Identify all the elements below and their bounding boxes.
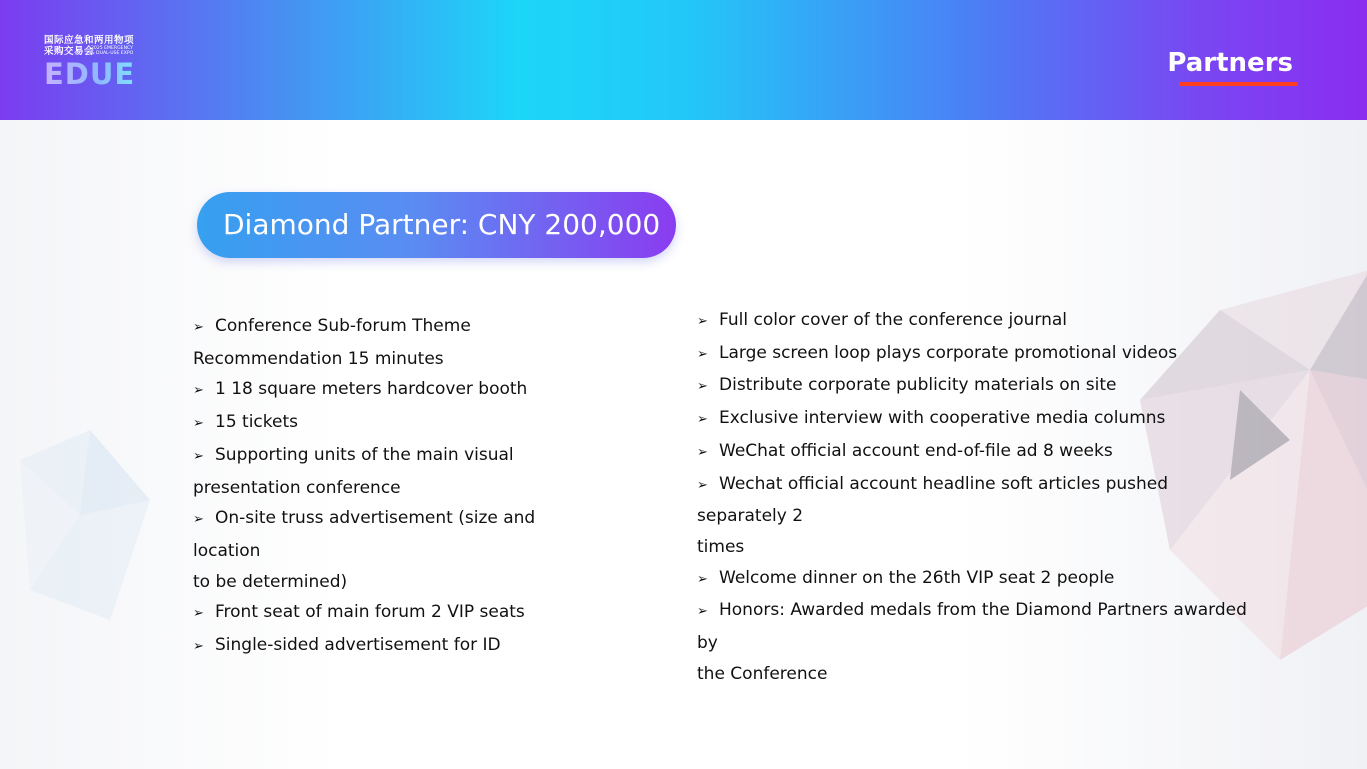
benefit-text: to be determined) <box>193 571 348 592</box>
benefit-item <box>697 532 1263 563</box>
benefit-text: 1 18 square meters hardcover booth <box>215 379 528 400</box>
benefit-text: Single-sided advertisement for ID <box>215 635 501 656</box>
benefit-item <box>193 311 603 344</box>
logo-chinese-text: 国际应急和两用物项 采购交易会 <box>44 35 135 57</box>
arrow-bullet-icon: ➢ <box>697 379 708 395</box>
crystal-decoration-left <box>0 420 170 640</box>
benefit-item <box>697 563 1263 596</box>
arrow-bullet-icon: ➢ <box>193 416 204 432</box>
benefit-item <box>193 503 603 566</box>
arrow-bullet-icon: ➢ <box>697 477 708 493</box>
benefit-text: WeChat official account end-of-file ad 8 weeks <box>719 440 1113 461</box>
title-underline <box>1179 82 1298 86</box>
benefits-list-right <box>697 305 1263 689</box>
benefit-item <box>193 407 603 440</box>
benefit-text: Welcome dinner on the 26th VIP seat 2 people <box>719 567 1115 588</box>
benefit-item <box>697 403 1263 436</box>
benefit-text: Exclusive interview with cooperative media columns <box>719 408 1166 429</box>
arrow-bullet-icon: ➢ <box>193 320 204 335</box>
benefit-item <box>697 338 1263 371</box>
benefits-list-left <box>193 311 603 663</box>
arrow-bullet-icon: ➢ <box>697 314 708 329</box>
benefit-item <box>193 597 603 630</box>
benefit-item <box>697 469 1263 532</box>
benefit-item <box>193 473 603 504</box>
benefit-item <box>193 344 603 375</box>
tier-label: Diamond Partner: CNY 200,000 <box>223 208 661 241</box>
arrow-bullet-icon: ➢ <box>193 606 204 622</box>
arrow-bullet-icon: ➢ <box>193 448 204 464</box>
benefit-text: presentation conference <box>193 477 401 498</box>
benefit-text: Large screen loop plays corporate promotional videos <box>719 342 1178 363</box>
benefit-text: Supporting units of the main visual <box>215 444 514 465</box>
benefit-text: On-site truss advertisement (size and location <box>193 508 536 561</box>
arrow-bullet-icon: ➢ <box>697 346 708 362</box>
benefit-item <box>697 370 1263 403</box>
arrow-bullet-icon: ➢ <box>193 639 204 655</box>
page-title: Partners <box>1167 48 1293 78</box>
benefit-text: Wechat official account headline soft articles pushed separately 2 <box>697 473 1169 527</box>
arrow-bullet-icon: ➢ <box>697 444 708 460</box>
arrow-bullet-icon: ➢ <box>193 512 204 528</box>
benefit-item <box>697 436 1263 469</box>
benefit-item <box>193 567 603 598</box>
benefit-text: the Conference <box>697 663 828 684</box>
benefit-text: Distribute corporate publicity materials on site <box>719 375 1117 396</box>
benefit-item <box>697 659 1263 690</box>
benefit-item <box>193 630 603 663</box>
expo-logo <box>44 35 150 90</box>
benefit-text: Front seat of main forum 2 VIP seats <box>215 602 525 623</box>
benefit-item <box>697 305 1263 338</box>
benefit-item <box>697 595 1263 658</box>
logo-english-text: 2025 EMERGENCY & DUAL-USE EXPO <box>91 46 134 57</box>
benefit-text: 15 tickets <box>215 412 298 433</box>
arrow-bullet-icon: ➢ <box>697 412 708 428</box>
arrow-bullet-icon: ➢ <box>697 604 708 620</box>
arrow-bullet-icon: ➢ <box>193 383 204 399</box>
benefit-text: Recommendation 15 minutes <box>193 348 444 369</box>
benefit-text: times <box>697 536 745 557</box>
benefit-text: Full color cover of the conference journal <box>719 310 1068 330</box>
benefit-text: Honors: Awarded medals from the Diamond Partners awarded by <box>697 600 1247 654</box>
header-banner <box>0 0 1367 120</box>
arrow-bullet-icon: ➢ <box>697 571 708 587</box>
logo-mark: EDUE <box>44 57 136 91</box>
tier-badge <box>197 192 676 258</box>
benefit-item <box>193 374 603 407</box>
benefit-text: Conference Sub-forum Theme <box>215 316 471 336</box>
benefit-item <box>193 440 603 473</box>
